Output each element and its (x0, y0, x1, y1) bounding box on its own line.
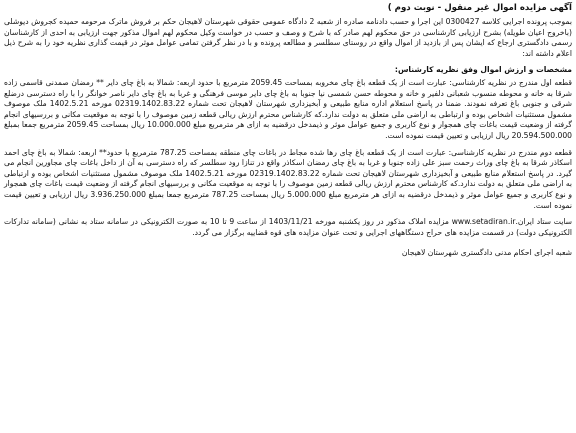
parcel-1-paragraph: قطعه اول مندرج در نظریه کارشناسی: عبارت است از یک قطعه باغ چای مخروبه بمساحت 2059.45 مترمربع با حدود اربعه: شمالا به باغ چای دایر ** رمضان صمدنی قاسمی زاده شرقا به خانه و محوطه منسوب شعبانی دلفیر و خانه و محوطه حسن شمسی نیا جنوبا به باغ چای دایر موسی فرهنگی و غربا به باغ چای دایر ناصر خوانگر را با راه دسترسی درضلع شرقی و جنوبی باغ تعرفه نمودند. ضمنا در پاسخ استعلام اداره منابع طبیعی و آبخیزداری شهرستان لاهیجان تحت شماره 02319.1402.83.22 مورخه 1402.5.21 ملک موصوف مشمول مستثنیات اشخاص بوده و ارتباطی به اراضی ملی متعلق به دولت ندارد.که کارشناس محترم ارزش ریالی قطعه زمین موصوف را با توجه به موقعیت مکانی و بررسیهای انجام گرفته از وضعیت قیمت باغات چای همجوار و نوع کاربری و جمیع عوامل موثر و ذیمدخل درقضیه به ازای هر مترمربع مبلغ 10.000.000 ریال بمساحت 2059.45 مترمربع جمعا بمبلغ 20.594.500.000 ریال ارزیابی و تعیین قیمت نموده است. (4, 77, 572, 140)
notice-title: آگهی مزایده اموال غیر منقول - نوبت دوم ) (387, 3, 572, 13)
auction-details-paragraph: سایت ستاد ایران.www.setadiran.ir مزایده املاک مذکور در روز یکشنبه مورخه 1403/11/21 از ساعت 9 تا 10 به صورت الکترونیکی در سامانه ستاد به نشانی (سامانه تدارکات الکترونیکی دولت) در قسمت مزایده های حراج دستگاههای اجرایی و تحت عنوان مزایده های قوه قضاییه برگزار می گردد. (4, 217, 573, 237)
section-heading: مشخصات و ارزش اموال وفق نظریه کارشناس: (394, 65, 572, 75)
intro-paragraph: بموجب پرونده اجرایی کلاسه 0300427 این اجرا و حسب دادنامه صادره از شعبه 2 دادگاه عمومی حقوقی شهرستان لاهیجان حکم بر فروش ماترک مرحومه حمیده کجروش دیوشلی (باخروج اعیان طویله) بشرح ارزیابی کارشناسی در حق محکوم لهم صادر که با شرح و وصف و حسب در خواست وکیل محکوم لهم اموال مذکور جهت ارزیابی به احدی از کارشناسان رسمی دادگستری ارجاع که ایشان پس از بازدید از اموال واقع در روستای سطلسر و مطالعه پرونده و با در نظر گرفتن تمامی عوامل موثر در قیمت گذاری نظریه خود را به شرح ذیل اعلام داشته اند: (4, 17, 572, 58)
parcel-2-paragraph: قطعه دوم مندرج در نظریه کارشناسی: عبارت است از یک قطعه باغ چای رها شده مجاط در باغات چای منطقه بمساحت 787.25 مترمربع با حدود** اربعه: شمالا به باغ چای احمد اسکاذر شرقا به باغ چای وراث رحمت سبز علی زاده جنوبا و غربا به باغ چای رمضان اسکاذر واقع در تنازا رود سطلسر که راه دسترسی به آن از داخل باغات چای مجاورین انجام می گیرد. در پاسخ استعلام منابع طبیعی و آبخیزداری شهرستان لاهیجان تحت شماره 02319.1402.83.22 مورخه 1402.5.21 ملک موصوف مشمول مستثنیات اشخاص بوده و ارتباطی به اراضی ملی متعلق به دولت ندارد.که کارشناس محترم ارزش ریالی قطعه زمین موصوف را با توجه به موقعیت مکانی و بررسیهای انجام گرفته از وضعیت قیمت باغات چای همجوار و نوع کاربری و جمیع عوامل موثر و ذیمدخل درقضیه به ازای هر مترمربع مبلغ 5.000.000 ریال بمساحت 787.25 مترمربع جمعا بمبلغ 3.936.250.000 ریال ارزیابی و تعیین قیمت نموده است. (4, 147, 572, 210)
auction-notice-document (4, 2, 572, 431)
issuing-authority-signature: شعبه اجرای احکام مدنی دادگستری شهرستان لاهیجان (401, 248, 572, 258)
